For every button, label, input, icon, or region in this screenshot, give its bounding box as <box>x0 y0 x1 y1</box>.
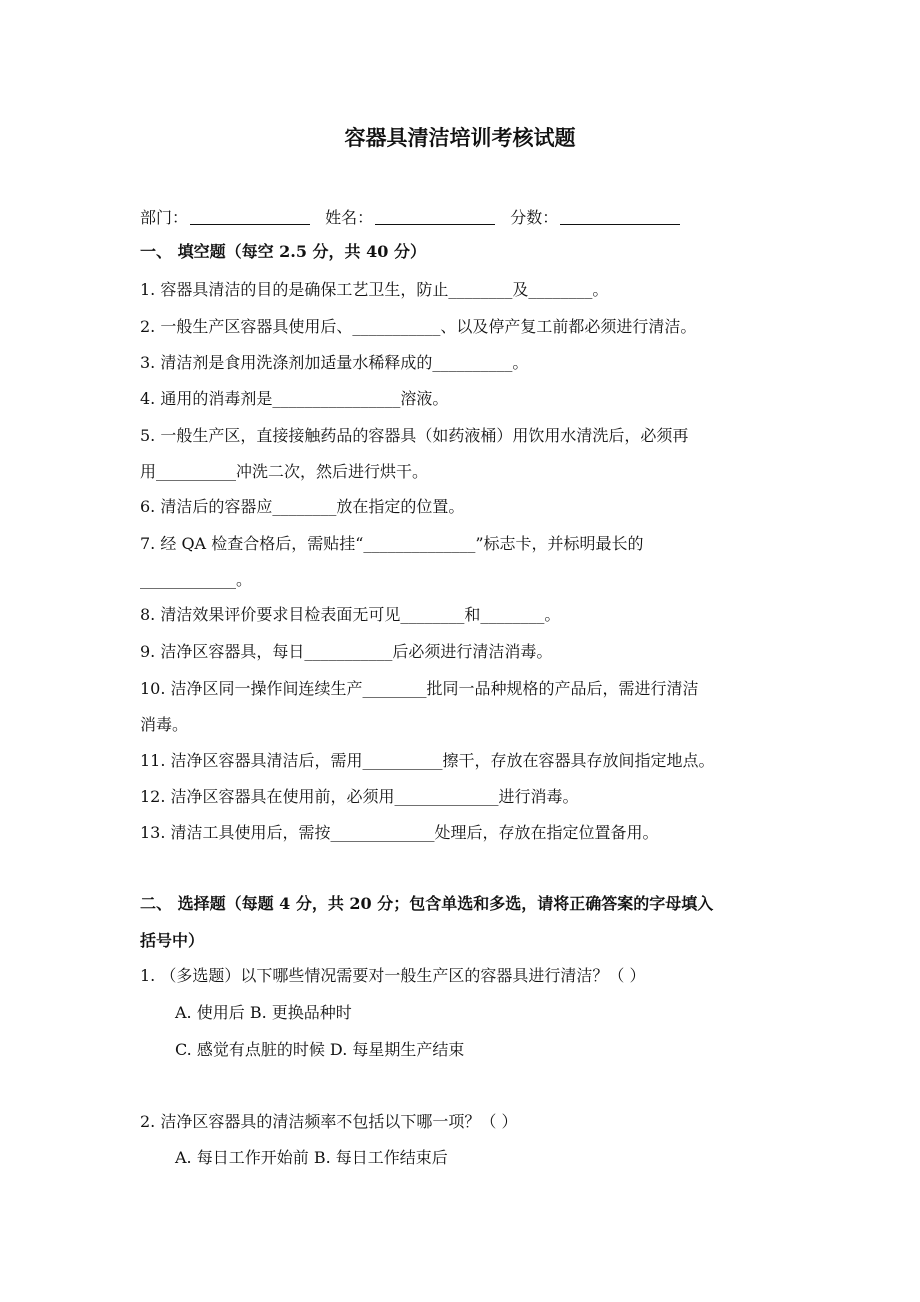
question-6: 6. 清洁后的容器应________放在指定的位置。 <box>140 497 465 516</box>
choice-question-2: 2. 洁净区容器具的清洁频率不包括以下哪一项？（ ） <box>140 1112 518 1131</box>
name-blank <box>375 209 495 225</box>
score-label: 分数： <box>510 208 559 227</box>
choice-question-1: 1. （多选题）以下哪些情况需要对一般生产区的容器具进行清洁？（ ） <box>140 966 646 985</box>
section2-heading-line1: 二、 选择题（每题 4 分，共 20 分；包含单选和多选，请将正确答案的字母填入 <box>140 894 714 913</box>
question-7-line2: ____________。 <box>140 570 253 589</box>
question-13: 13. 清洁工具使用后，需按_____________处理后，存放在指定位置备用。 <box>140 823 659 842</box>
choice-2-options-ab: A. 每日工作开始前 B. 每日工作结束后 <box>175 1148 448 1167</box>
question-1: 1. 容器具清洁的目的是确保工艺卫生，防止________及________。 <box>140 280 609 299</box>
question-10-line1: 10. 洁净区同一操作间连续生产________批同一品种规格的产品后，需进行清洁 <box>140 679 699 698</box>
question-10-line2: 消毒。 <box>140 715 189 734</box>
section1-heading: 一、 填空题（每空 2.5 分，共 40 分） <box>140 242 426 261</box>
question-9: 9. 洁净区容器具，每日___________后必须进行清洁消毒。 <box>140 642 553 661</box>
dept-label: 部门： <box>140 208 189 227</box>
question-8: 8. 清洁效果评价要求目检表面无可见________和________。 <box>140 605 561 624</box>
question-5-line2: 用__________冲洗二次，然后进行烘干。 <box>140 462 429 481</box>
question-2: 2. 一般生产区容器具使用后、___________、以及停产复工前都必须进行清洁。 <box>140 317 697 336</box>
score-blank <box>560 209 680 225</box>
choice-1-options-ab: A. 使用后 B. 更换品种时 <box>175 1003 352 1022</box>
choice-1-options-cd: C. 感觉有点脏的时候 D. 每星期生产结束 <box>175 1040 465 1059</box>
question-3: 3. 清洁剂是食用洗涤剂加适量水稀释成的__________。 <box>140 353 529 372</box>
dept-blank <box>190 209 310 225</box>
page-title: 容器具清洁培训考核试题 <box>344 125 576 150</box>
section2-heading-line2: 括号中） <box>140 931 205 950</box>
question-4: 4. 通用的消毒剂是________________溶液。 <box>140 389 449 408</box>
question-12: 12. 洁净区容器具在使用前，必须用_____________进行消毒。 <box>140 787 579 806</box>
name-label: 姓名： <box>325 208 374 227</box>
header-fields <box>140 205 680 228</box>
question-11: 11. 洁净区容器具清洁后，需用__________擦干，存放在容器具存放间指定地点。 <box>140 751 715 770</box>
question-5-line1: 5. 一般生产区，直接接触药品的容器具（如药液桶）用饮用水清洗后，必须再 <box>140 426 689 445</box>
question-7-line1: 7. 经 QA 检查合格后，需贴挂“______________”标志卡，并标明最长的 <box>140 534 644 553</box>
